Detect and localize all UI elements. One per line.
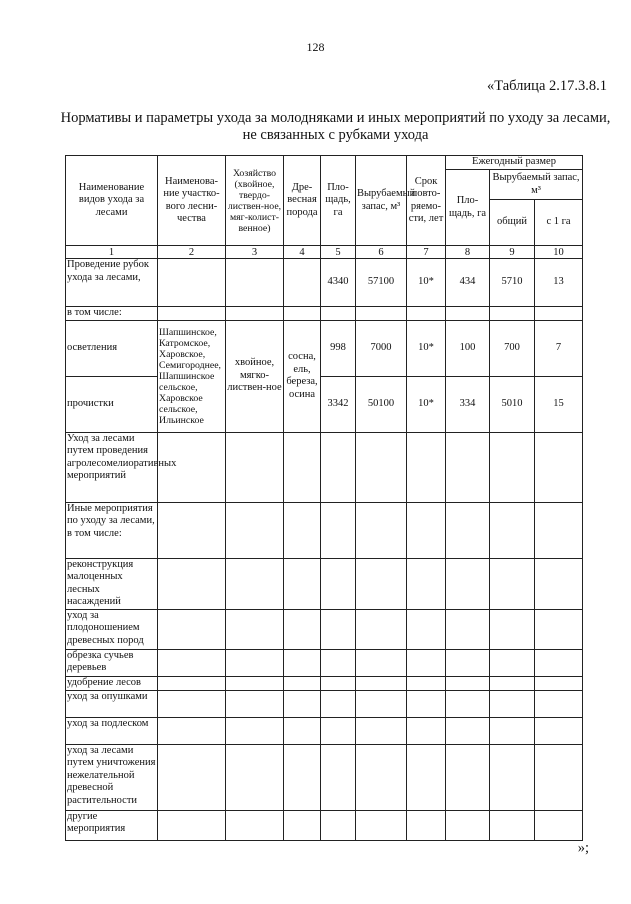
header-annual-size: Ежегодный размер (446, 156, 583, 170)
table-reference: «Таблица 2.17.3.8.1 (486, 78, 607, 94)
total-annual-area: 434 (446, 259, 490, 307)
table-row (66, 717, 583, 744)
header-annual-volume-total: общий (490, 200, 535, 246)
header-forestry: Наименова-ние участко-вого лесни-чества (158, 156, 226, 246)
header-repeat-period: Срок повто-ряемо-сти, лет (407, 156, 446, 246)
column-number: 10 (535, 246, 583, 259)
clarification-annual-volume: 700 (490, 320, 535, 376)
row-label: Иные мероприятия по уходу за лесами, в том числе: (66, 502, 158, 558)
row-label: прочистки (66, 376, 158, 432)
species-list: сосна, ель, береза, осина (284, 320, 321, 432)
row-label: уход за плодоношением древесных пород (66, 609, 158, 649)
table-row (66, 609, 583, 649)
header-cut-volume: Вырубаемый запас, м³ (356, 156, 407, 246)
row-label: уход за подлеском (66, 717, 158, 744)
column-number: 5 (321, 246, 356, 259)
cleaning-per-ha: 15 (535, 376, 583, 432)
header-care-type: Наименование видов ухода за лесами (66, 156, 158, 246)
total-period: 10* (407, 259, 446, 307)
row-label: Уход за лесами путем проведения агролесомелиоративных мероприятий (66, 432, 158, 502)
clarification-area: 998 (321, 320, 356, 376)
table-row (66, 558, 583, 609)
header-annual-area: Пло-щадь, га (446, 170, 490, 246)
table-row (66, 432, 583, 502)
header-species: Дре-весная порода (284, 156, 321, 246)
table-row (66, 259, 583, 307)
column-number: 7 (407, 246, 446, 259)
table-row (66, 690, 583, 717)
row-label: осветления (66, 320, 158, 376)
table-row (66, 810, 583, 840)
column-number: 2 (158, 246, 226, 259)
row-label: уход за лесами путем уничтожения нежелательной древесной растительности (66, 744, 158, 810)
column-number: 9 (490, 246, 535, 259)
closing-quote: »; (577, 840, 589, 856)
document-title: Нормативы и параметры ухода за молодняками и иных мероприятий по уходу за лесами, не связанных с рубками ухода (60, 110, 611, 143)
clarification-volume: 7000 (356, 320, 407, 376)
total-volume: 57100 (356, 259, 407, 307)
row-label: уход за опушками (66, 690, 158, 717)
total-area: 4340 (321, 259, 356, 307)
economy-type: хвойное, мягко-листвен-ное (226, 320, 284, 432)
cleaning-area: 3342 (321, 376, 356, 432)
column-number: 6 (356, 246, 407, 259)
forestry-list: Шапшинское, Катромское, Харовское, Семигороднее, Шапшинское сельское, Харовское сельское, Ильинское (158, 320, 226, 432)
column-number: 8 (446, 246, 490, 259)
table-row (66, 502, 583, 558)
total-annual-volume: 5710 (490, 259, 535, 307)
header-area: Пло-щадь, га (321, 156, 356, 246)
header-annual-volume-group: Вырубаемый запас, м³ (490, 170, 583, 200)
column-number: 3 (226, 246, 284, 259)
cleaning-annual-volume: 5010 (490, 376, 535, 432)
row-label: другие мероприятия (66, 810, 158, 840)
row-label: Проведение рубок ухода за лесами, (66, 259, 158, 307)
table-row (66, 649, 583, 676)
header-economy: Хозяйство (хвойное, твердо-листвен-ное, мяг-колист-венное) (226, 156, 284, 246)
clarification-period: 10* (407, 320, 446, 376)
page-number: 128 (306, 40, 325, 54)
column-number: 1 (66, 246, 158, 259)
column-number: 4 (284, 246, 321, 259)
table-row (66, 676, 583, 690)
row-label: обрезка сучьев деревьев (66, 649, 158, 676)
table-row (66, 307, 583, 321)
cleaning-annual-area: 334 (446, 376, 490, 432)
header-volume-per-ha: с 1 га (535, 200, 583, 246)
clarification-per-ha: 7 (535, 320, 583, 376)
clarification-annual-area: 100 (446, 320, 490, 376)
row-label: удобрение лесов (66, 676, 158, 690)
table-row (66, 376, 583, 432)
row-label: в том числе: (66, 307, 158, 321)
table-row (66, 320, 583, 376)
forest-care-table (65, 155, 583, 841)
row-label: реконструкция малоценных лесных насаждений (66, 558, 158, 609)
table-row (66, 744, 583, 810)
cleaning-volume: 50100 (356, 376, 407, 432)
total-per-ha: 13 (535, 259, 583, 307)
cleaning-period: 10* (407, 376, 446, 432)
